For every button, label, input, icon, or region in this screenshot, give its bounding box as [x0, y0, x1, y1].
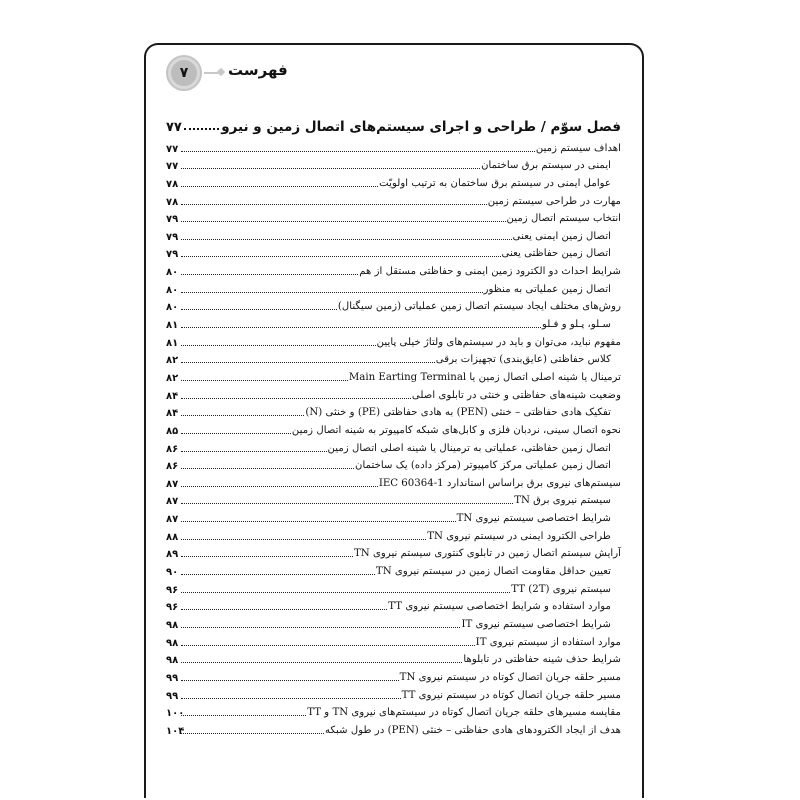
- toc-entry[interactable]: [166, 331, 621, 349]
- toc-entry-title: تفکیک هادی حفاظتی – خنثی (PEN) به هادی حفاظتی (PE) و خنثی (N): [305, 407, 611, 419]
- leader-dots: [181, 645, 475, 646]
- leader-dots: [181, 415, 304, 416]
- toc-entry-page: ۸۲: [166, 355, 179, 367]
- toc-entry-page: ۷۷: [166, 143, 179, 155]
- toc-entry-title: طراحی الکترود ایمنی در سیستم نیروی TN: [427, 530, 611, 542]
- toc-entry-title: اتصال زمین حفاظتی یعنی: [501, 248, 611, 260]
- leader-dots: [181, 362, 435, 363]
- leader-dots: [181, 574, 375, 575]
- toc-entry-title: مسیر حلقه جریان اتصال کوتاه در سیستم نیروی TT: [401, 689, 621, 701]
- toc-entry[interactable]: [166, 225, 621, 243]
- toc-entry-title: موارد استفاده و شرایط اختصاصی سیستم نیروی TT: [388, 601, 611, 613]
- leader-dots: [184, 128, 219, 130]
- leader-dots: [181, 592, 510, 593]
- toc-entry-page: ۸۰: [166, 267, 179, 279]
- toc-entry-title: نحوه اتصال سینی، نردبان فلزی و کابل‌های شبکه کامپیوتر به شینه اتصال زمین: [291, 424, 621, 436]
- leader-dots: [181, 327, 541, 328]
- toc-entry[interactable]: [166, 419, 621, 437]
- toc-entry[interactable]: [166, 384, 621, 402]
- toc-entry-page: ۹۹: [166, 690, 179, 702]
- chapter-title: فصل سوّم / طراحی و اجرای سیستم‌های اتصال زمین و نیرو: [221, 119, 621, 135]
- toc-entry[interactable]: [166, 719, 621, 737]
- toc-entry-page: ۹۸: [166, 655, 179, 667]
- leader-dots: [181, 274, 358, 275]
- toc-entry-title: سیستم نیروی برق TN: [514, 495, 611, 507]
- toc-entry-page: ۸۷: [166, 514, 179, 526]
- leader-dots: [181, 733, 324, 734]
- toc-entry-page: ۷۷: [166, 161, 179, 173]
- leader-dots: [181, 204, 487, 205]
- toc-entry[interactable]: [166, 296, 621, 314]
- toc-entry[interactable]: [166, 402, 621, 420]
- toc-entry[interactable]: [166, 349, 621, 367]
- page-number-badge: [166, 55, 202, 91]
- toc-entry-page: ۸۶: [166, 443, 179, 455]
- toc-entry[interactable]: [166, 507, 621, 525]
- leader-dots: [181, 521, 456, 522]
- leader-dots: [181, 256, 501, 257]
- toc-entry-page: ۸۷: [166, 478, 179, 490]
- toc-entry[interactable]: [166, 437, 621, 455]
- leader-dots: [181, 168, 480, 169]
- toc-entry[interactable]: [166, 155, 621, 173]
- toc-entry[interactable]: [166, 525, 621, 543]
- page-header: [166, 55, 286, 91]
- toc-entry[interactable]: [166, 137, 621, 155]
- toc-entry[interactable]: [166, 684, 621, 702]
- toc-entry-title: کلاس حفاظتی (عایق‌بندی) تجهیزات برقی: [435, 354, 611, 366]
- leader-dots: [181, 451, 327, 452]
- toc-entry[interactable]: [166, 560, 621, 578]
- toc-entry-page: ۱۰۰: [166, 708, 185, 720]
- toc-entry-title: شرایط احداث دو الکترود زمین ایمنی و حفاظتی مستقل از هم: [359, 266, 621, 278]
- toc-entry-page: ۷۸: [166, 196, 179, 208]
- toc-entry-page: ۸۹: [166, 549, 179, 561]
- toc-entry-title: سیستم نیروی TT (2T): [511, 583, 611, 595]
- toc-entry[interactable]: [166, 190, 621, 208]
- toc-entry-page: ۹۸: [166, 619, 179, 631]
- toc-entry-page: ۹۶: [166, 602, 179, 614]
- leader-dots: [181, 345, 376, 346]
- toc-entry[interactable]: [166, 702, 621, 720]
- toc-entry-page: ۷۸: [166, 178, 179, 190]
- toc-entry-page: ۹۸: [166, 637, 179, 649]
- toc-entry-title: مسیر حلقه جریان اتصال کوتاه در سیستم نیروی TN: [399, 671, 621, 683]
- toc-entry-title: اهداف سیستم زمین: [535, 142, 621, 154]
- leader-dots: [181, 698, 401, 699]
- leader-dots: [181, 221, 506, 222]
- toc-entry[interactable]: [166, 649, 621, 667]
- toc-entry[interactable]: [166, 313, 621, 331]
- toc-entry[interactable]: [166, 596, 621, 614]
- toc-entry-title: عوامل ایمنی در سیستم برق ساختمان به ترتیب اولویّت: [379, 177, 611, 189]
- leader-dots: [181, 292, 483, 293]
- toc-entry-page: ۸۷: [166, 496, 179, 508]
- toc-entry-title: هدف از ایجاد الکترودهای هادی حفاظتی – خنثی (PEN) در طول شبکه: [324, 724, 621, 736]
- toc-entry-title: اتصال زمین حفاظتی، عملیاتی به ترمینال یا شینه اصلی اتصال زمین: [327, 442, 611, 454]
- toc-entry-title: موارد استفاده از سیستم نیروی IT: [475, 636, 621, 648]
- toc-entry-page: ۸۰: [166, 284, 179, 296]
- toc-entry-title: شرایط حذف شینه حفاظتی در تابلوها: [463, 654, 621, 666]
- toc-entry-page: ۷۹: [166, 214, 179, 226]
- toc-entry-title: آرایش سیستم اتصال زمین در تابلوی کنتوری سیستم نیروی TN: [353, 548, 621, 560]
- toc-entry[interactable]: [166, 455, 621, 473]
- leader-dots: [181, 186, 378, 187]
- toc-entry[interactable]: [166, 543, 621, 561]
- toc-entry-page: ۸۰: [166, 302, 179, 314]
- leader-dots: [181, 715, 306, 716]
- leader-dots: [181, 556, 353, 557]
- header-title: فهرست: [228, 61, 288, 79]
- leader-dots: [181, 627, 460, 628]
- leader-dots: [181, 503, 513, 504]
- toc-entry[interactable]: [166, 208, 621, 226]
- toc-entry-title: روش‌های مختلف ایجاد سیستم اتصال زمین عملیاتی (زمین سیگنال): [337, 301, 621, 313]
- toc-entry-page: ۸۴: [166, 408, 179, 420]
- leader-dots: [181, 380, 348, 381]
- toc-entry[interactable]: [166, 472, 621, 490]
- toc-entry-page: ۹۹: [166, 672, 179, 684]
- toc-entry[interactable]: [166, 366, 621, 384]
- page-number: ۷: [171, 60, 197, 86]
- toc-entries: [166, 137, 621, 737]
- toc-entry-title: اتصال زمین عملیاتی به منظور: [483, 283, 611, 295]
- toc-entry[interactable]: [166, 666, 621, 684]
- toc-entry-page: ۸۱: [166, 337, 179, 349]
- toc-entry-page: ۹۰: [166, 567, 179, 579]
- toc-entry-page: ۸۶: [166, 461, 179, 473]
- toc-entry-page: ۱۰۴: [166, 725, 185, 737]
- diamond-ornament-icon: [217, 68, 225, 76]
- chapter-page: ۷۷: [166, 120, 182, 135]
- toc-entry-title: مقایسه مسیرهای حلقه جریان اتصال کوتاه در سیستم‌های نیروی TN و TT: [307, 707, 621, 719]
- toc-entry[interactable]: [166, 631, 621, 649]
- toc-entry-page: ۹۶: [166, 584, 179, 596]
- toc-entry[interactable]: [166, 278, 621, 296]
- toc-entry-title: ترمینال یا شینه اصلی اتصال زمین یا Main Earting Terminal: [348, 371, 621, 383]
- leader-dots: [181, 662, 462, 663]
- toc-entry-title: تعیین حداقل مقاومت اتصال زمین در سیستم نیروی TN: [375, 566, 611, 578]
- toc-entry-title: سـلو، پـلو و فـلو: [541, 319, 611, 331]
- toc-entry-title: انتخاب سیستم اتصال زمین: [506, 213, 621, 225]
- toc-entry[interactable]: [166, 243, 621, 261]
- toc-entry-title: وضعیت شینه‌های حفاظتی و خنثی در تابلوی اصلی: [411, 389, 621, 401]
- leader-dots: [181, 398, 411, 399]
- leader-dots: [181, 239, 512, 240]
- toc-entry-page: ۸۵: [166, 425, 179, 437]
- toc-entry[interactable]: [166, 613, 621, 631]
- leader-dots: [181, 468, 354, 469]
- leader-dots: [181, 309, 337, 310]
- toc-entry-page: ۸۱: [166, 320, 179, 332]
- toc-entry-page: ۷۹: [166, 231, 179, 243]
- leader-dots: [181, 609, 387, 610]
- leader-dots: [181, 539, 426, 540]
- chapter-heading: [166, 111, 621, 135]
- toc-entry-title: شرایط اختصاصی سیستم نیروی TN: [456, 513, 611, 525]
- toc-entry[interactable]: [166, 260, 621, 278]
- toc-entry-page: ۸۸: [166, 531, 179, 543]
- leader-dots: [181, 151, 535, 152]
- leader-dots: [181, 680, 399, 681]
- toc-entry-title: مفهوم نباید، می‌توان و باید در سیستم‌های ولتاژ خیلی پایین: [376, 336, 621, 348]
- toc-entry[interactable]: [166, 172, 621, 190]
- leader-dots: [181, 433, 291, 434]
- toc-entry[interactable]: [166, 490, 621, 508]
- toc-entry-page: ۸۲: [166, 372, 179, 384]
- toc-entry-title: اتصال زمین عملیاتی مرکز کامپیوتر (مرکز داده) یک ساختمان: [355, 460, 611, 472]
- toc-entry-title: ایمنی در سیستم برق ساختمان: [481, 160, 611, 172]
- toc-entry[interactable]: [166, 578, 621, 596]
- toc-entry-title: مهارت در طراحی سیستم زمین: [487, 195, 621, 207]
- toc-entry-page: ۷۹: [166, 249, 179, 261]
- toc-entry-page: ۸۴: [166, 390, 179, 402]
- table-of-contents: [166, 111, 621, 737]
- toc-entry-title: شرایط اختصاصی سیستم نیروی IT: [461, 618, 611, 630]
- toc-entry-title: اتصال زمین ایمنی یعنی: [512, 230, 611, 242]
- leader-dots: [181, 486, 378, 487]
- toc-entry-title: سیستم‌های نیروی برق براساس استاندارد IEC 60364-1: [378, 477, 621, 489]
